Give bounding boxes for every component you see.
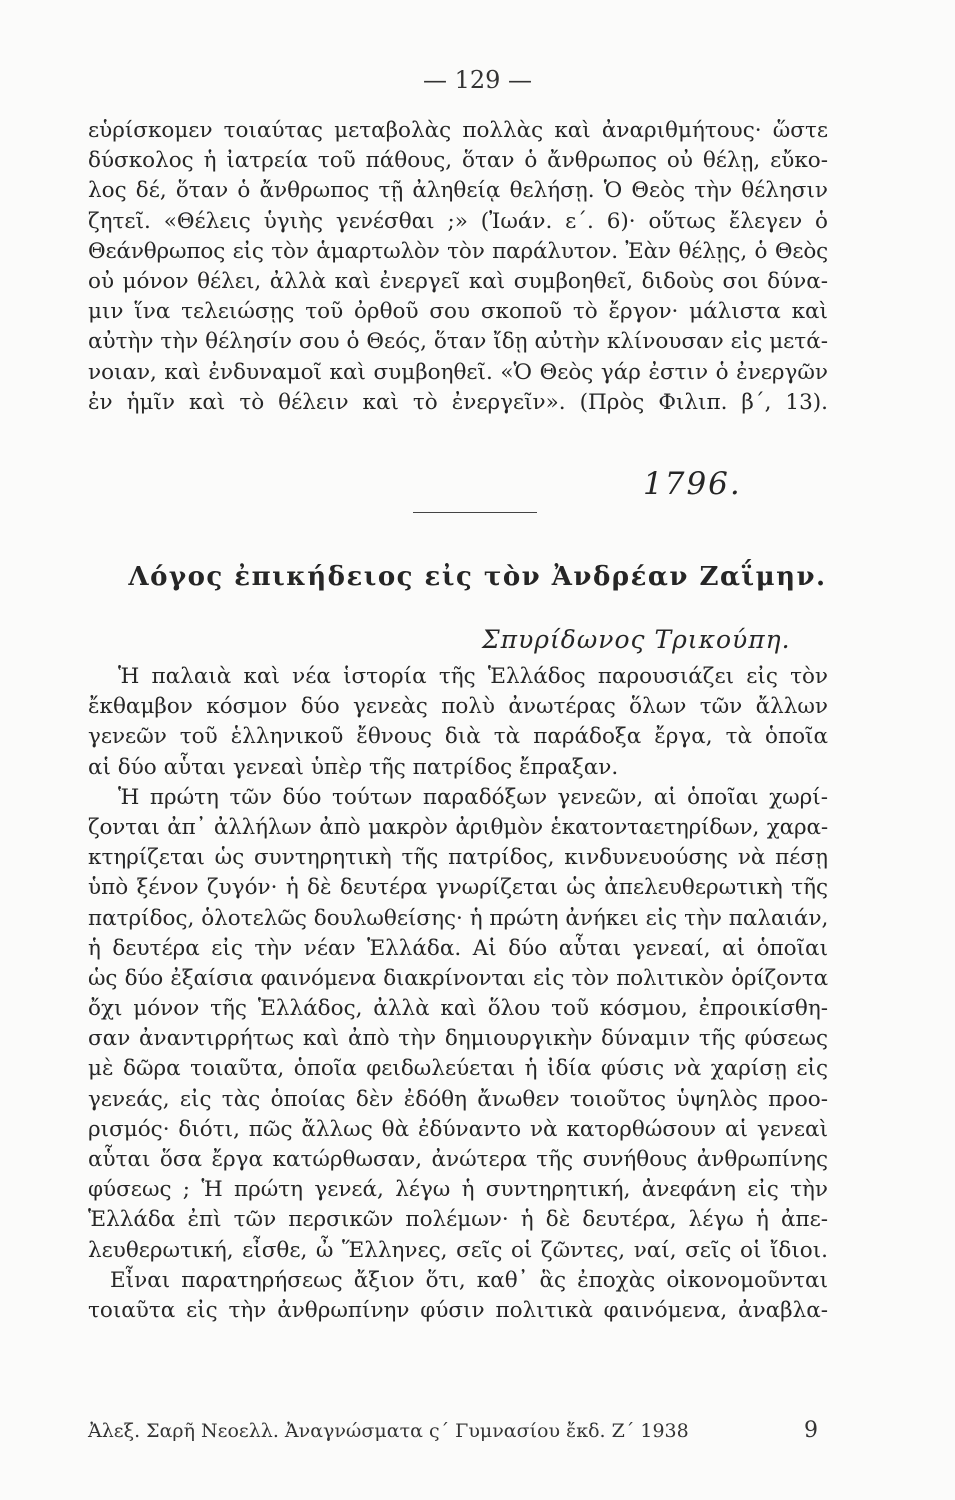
text-line: τοιαῦτα εἰς τὴν ἀνθρωπίνην φύσιν πολιτικὰ φαινόμενα, ἀναβλα-	[88, 1297, 828, 1323]
text-line: πατρίδος, ὁλοτελῶς δουλωθείσης· ἡ πρώτη ἀνήκει εἰς τὴν παλαιάν,	[88, 905, 829, 931]
text-line: αὗται ὅσα ἔργα κατώρθωσαν, ἀνώτερα τῆς συνήθους ἀνθρωπίνης	[88, 1147, 828, 1172]
text-line: Θεάνθρωπος εἰς τὸν ἁμαρτωλὸν τὸν παράλυτον. Ἐὰν θέλῃς, ὁ Θεὸς	[88, 238, 828, 264]
text-line: ὑπὸ ξένον ζυγόν· ἡ δὲ δευτέρα γνωρίζεται ὡς ἀπελευθερωτικὴ τῆς	[88, 875, 828, 901]
page-number: — 129 —	[422, 66, 533, 94]
text-line: Ἡ παλαιὰ καὶ νέα ἱστορία τῆς Ἑλλάδος παρουσιάζει εἰς τὸν	[118, 664, 828, 689]
page-footer	[88, 1416, 818, 1446]
text-line: Ἑλλάδα ἐπὶ τῶν περσικῶν πολέμων· ἡ δὲ δευτέρα, λέγω ἡ ἀπε-	[88, 1207, 828, 1233]
text-line: ζητεῖ. «Θέλεις ὑγιὴς γενέσθαι ;» (Ἰωάν. ε΄. 6)· οὕτως ἔλεγεν ὁ	[88, 208, 828, 234]
footer-source: Ἀλεξ. Σαρῆ Νεοελλ. Ἀναγνώσματα ς΄ Γυμνασίου ἔκδ. Ζ΄ 1938	[88, 1420, 689, 1442]
section-divider	[413, 512, 537, 513]
text-line: ζονται ἀπ᾿ ἀλλήλων ἀπὸ μακρὸν ἀριθμὸν ἑκατονταετηρίδων, χαρα-	[88, 814, 828, 840]
date-heading: 1796.	[643, 466, 742, 502]
section-title: Λόγος ἐπικήδειος εἰς τὸν Ἀνδρέαν Ζαΐμην.	[128, 562, 827, 592]
author-name: Σπυρίδωνος Τρικούπη.	[482, 625, 791, 654]
text-line: ἐν ἡμῖν καὶ τὸ θέλειν καὶ τὸ ἐνεργεῖν». (Πρὸς Φιλιπ. β΄, 13).	[88, 389, 828, 415]
text-line: μὲ δῶρα τοιαῦτα, ὁποῖα φειδωλεύεται ἡ ἰδία φύσις νὰ χαρίσῃ εἰς	[88, 1056, 828, 1082]
text-line: ἡ δευτέρα εἰς τὴν νέαν Ἑλλάδα. Αἱ δύο αὗται γενεαί, αἱ ὁποῖαι	[88, 935, 828, 961]
text-line: γενεάς, εἰς τὰς ὁποίας δὲν ἐδόθη ἄνωθεν τοιοῦτος ὑψηλὸς προο-	[88, 1086, 828, 1112]
text-line: δύσκολος ἡ ἰατρεία τοῦ πάθους, ὅταν ὁ ἄνθρωπος οὐ θέλῃ, εὔκο-	[88, 148, 828, 174]
text-line: σαν ἀναντιρρήτως καὶ ἀπὸ τὴν δημιουργικὴν δύναμιν τῆς φύσεως	[88, 1026, 828, 1052]
text-line: ἔκθαμβον κόσμον δύο γενεὰς πολὺ ἀνωτέρας ὅλων τῶν ἄλλων	[88, 694, 828, 720]
text-line: εὑρίσκομεν τοιαύτας μεταβολὰς πολλὰς καὶ ἀναριθμήτους· ὥστε	[88, 118, 828, 143]
text-line: λευθερωτική, εἶσθε, ὦ Ἕλληνες, σεῖς οἱ ζῶντες, ναί, σεῖς οἱ ἴδιοι.	[88, 1237, 828, 1263]
text-line: ὡς δύο ἐξαίσια φαινόμενα διακρίνονται εἰς τὸν πολιτικὸν ὁρίζοντα	[88, 965, 828, 991]
text-line: γενεῶν τοῦ ἑλληνικοῦ ἔθνους διὰ τὰ παράδοξα ἔργα, τὰ ὁποῖα	[88, 724, 828, 750]
text-line: ρισμός· διότι, πῶς ἄλλως θὰ ἐδύναντο νὰ κατορθώσουν αἱ γενεαὶ	[88, 1116, 828, 1142]
text-line: λος δέ, ὅταν ὁ ἄνθρωπος τῇ ἀληθείᾳ θελήσῃ. Ὁ Θεὸς τὴν θέλησιν	[88, 178, 828, 204]
text-line: αὐτὴν τὴν θέλησίν σου ὁ Θεός, ὅταν ἴδῃ αὐτὴν κλίνουσαν εἰς μετά-	[88, 329, 828, 355]
text-line: αἱ δύο αὗται γενεαὶ ὑπὲρ τῆς πατρίδος ἔπραξαν.	[88, 754, 619, 780]
paragraph-1	[88, 116, 828, 418]
text-line: μιν ἵνα τελειώσῃς τοῦ ὀρθοῦ σου σκοποῦ τὸ ἔργον· μάλιστα καὶ	[88, 299, 828, 325]
text-line: Ἡ πρώτη τῶν δύο τούτων παραδόξων γενεῶν, αἱ ὁποῖαι χωρί-	[118, 784, 828, 810]
text-line: οὐ μόνον θέλει, ἀλλὰ καὶ ἐνεργεῖ καὶ συμβοηθεῖ, διδοὺς σοι δύνα-	[88, 268, 828, 294]
paragraph-2	[88, 662, 828, 1326]
text-line: Εἶναι παρατηρήσεως ἄξιον ὅτι, καθ᾿ ἃς ἐποχὰς οἰκονομοῦνται	[110, 1267, 828, 1293]
signature-mark: 9	[804, 1418, 818, 1443]
text-line: φύσεως ; Ἡ πρώτη γενεά, λέγω ἡ συντηρητική, ἀνεφάνη εἰς τὴν	[88, 1177, 828, 1203]
text-line: κτηρίζεται ὡς συντηρητικὴ τῆς πατρίδος, κινδυνευούσης νὰ πέσῃ	[88, 845, 828, 871]
text-line: νοιαν, καὶ ἐνδυναμοῖ καὶ συμβοηθεῖ. «Ὁ Θεὸς γάρ ἐστιν ὁ ἐνεργῶν	[88, 359, 828, 385]
text-line: ὄχι μόνον τῆς Ἑλλάδος, ἀλλὰ καὶ ὅλου τοῦ κόσμου, ἐπροικίσθη-	[88, 996, 828, 1022]
